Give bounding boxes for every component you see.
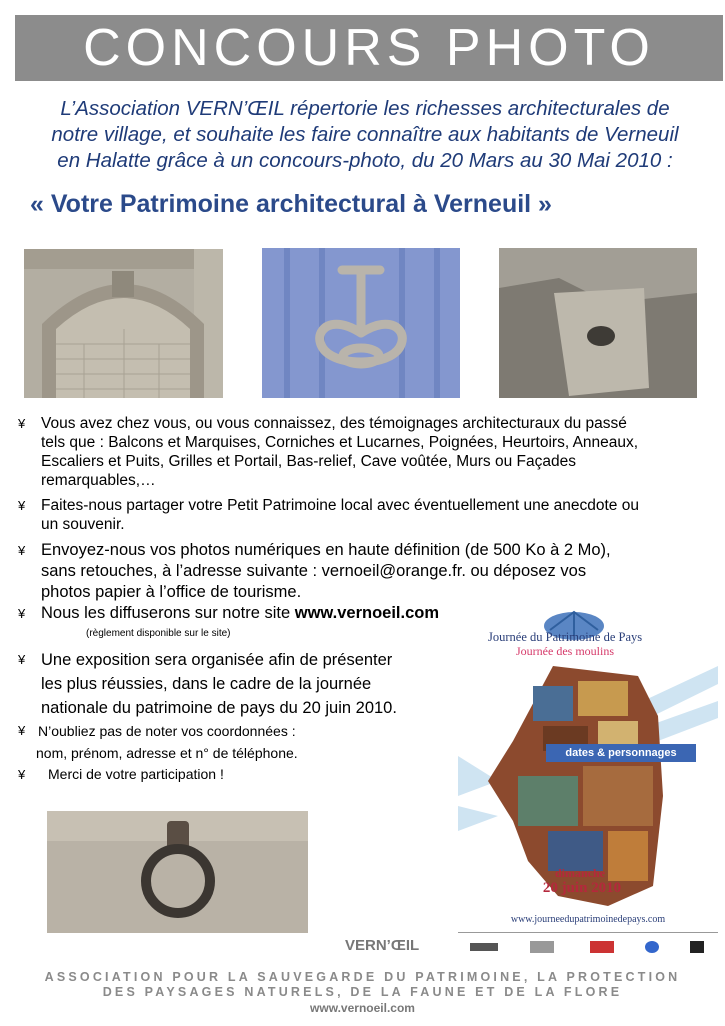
association-tagline-line: DES PAYSAGES NATURELS, DE LA FAUNE ET DE LA FLORE [102, 985, 623, 999]
list-item-text: un souvenir. [41, 516, 125, 533]
list-item-text: sans retouches, à l’adresse suivante : vernoeil@orange.fr. ou déposez vos [41, 562, 587, 580]
list-item-text: Vous avez chez vous, ou vous connaissez, des témoignages architecturaux du passé [41, 415, 627, 432]
bullet-icon: ¥ [18, 767, 26, 782]
sponsor-logos [470, 941, 710, 955]
list-item-text: Une exposition sera organisée afin de présenter [41, 651, 393, 669]
poster-url: www.journeedupatrimoinedepays.com [510, 914, 666, 925]
list-item-text: photos papier à l’office de tourisme. [41, 583, 302, 601]
iron-ring-photo [47, 811, 308, 933]
intro-line: notre village, et souhaite les faire connaître aux habitants de Verneuil [51, 123, 679, 146]
bullet-icon: ¥ [18, 723, 26, 738]
list-item-text: les plus réussies, dans le cadre de la journée [41, 675, 372, 693]
sponsor-logo-icon [690, 941, 704, 953]
poster-subtitle: Journée des moulins [516, 644, 614, 658]
list-item-text: remarquables,… [41, 472, 156, 489]
list-item-text: Escaliers et Puits, Grilles et Portail, Bas-relief, Cave voûtée, Murs ou Façades [41, 453, 576, 470]
door-knocker-photo [262, 248, 460, 398]
stone-block-photo [499, 248, 697, 398]
list-item-text: Nous les diffuserons sur notre site [41, 604, 295, 622]
list-item-text: nationale du patrimoine de pays du 20 juin 2010. [41, 699, 397, 717]
sponsor-logo-icon [530, 941, 554, 953]
sponsor-logo-icon [470, 943, 498, 951]
bullet-icon: ¥ [18, 498, 26, 513]
rules-note: (règlement disponible sur le site) [86, 628, 231, 639]
poster-date: 20 juin 2010 [542, 880, 622, 896]
sponsor-logo-icon [645, 941, 659, 953]
list-item-text: Faites-nous partager votre Petit Patrimoine local avec éventuellement une anecdote ou [41, 497, 639, 514]
sponsor-logo-icon [590, 941, 614, 953]
page-title-banner: CONCOURS PHOTO [15, 15, 723, 81]
association-name: VERN’ŒIL [345, 937, 420, 954]
footer-website-link[interactable]: www.vernoeil.com [310, 1001, 415, 1015]
list-item-text: Merci de votre participation ! [48, 766, 224, 782]
poster-title: Journée du Patrimoine de Pays [488, 630, 643, 644]
stone-arch-photo [24, 249, 223, 398]
website-link[interactable]: www.vernoeil.com [294, 604, 440, 622]
bullet-icon: ¥ [18, 606, 26, 621]
poster-divider [458, 932, 718, 933]
bullet-icon: ¥ [18, 543, 26, 558]
list-item-text: Envoyez-nous vos photos numériques en haute définition (de 500 Ko à 2 Mo), [41, 541, 611, 559]
poster-day: dimanche [554, 866, 605, 880]
contest-theme-title: « Votre Patrimoine architectural à Verneuil » [30, 190, 552, 218]
poster-banner: dates & personnages [546, 744, 696, 762]
list-item-text: nom, prénom, adresse et n° de téléphone. [36, 745, 298, 761]
list-item-text: N’oubliez pas de noter vos coordonnées : [38, 723, 296, 739]
intro-line: en Halatte grâce à un concours-photo, du 20 Mars au 30 Mai 2010 : [57, 149, 673, 172]
intro-line: L’Association VERN’ŒIL répertorie les richesses architecturales de [60, 97, 670, 120]
heritage-day-poster [458, 606, 718, 962]
list-item-text: tels que : Balcons et Marquises, Corniches et Lucarnes, Poignées, Heurtoirs, Anneaux, [41, 434, 639, 451]
intro-paragraph [15, 96, 715, 174]
bullet-icon: ¥ [18, 652, 26, 667]
association-tagline-line: ASSOCIATION POUR LA SAUVEGARDE DU PATRIMOINE, LA PROTECTION [44, 970, 681, 984]
bullet-icon: ¥ [18, 416, 26, 431]
